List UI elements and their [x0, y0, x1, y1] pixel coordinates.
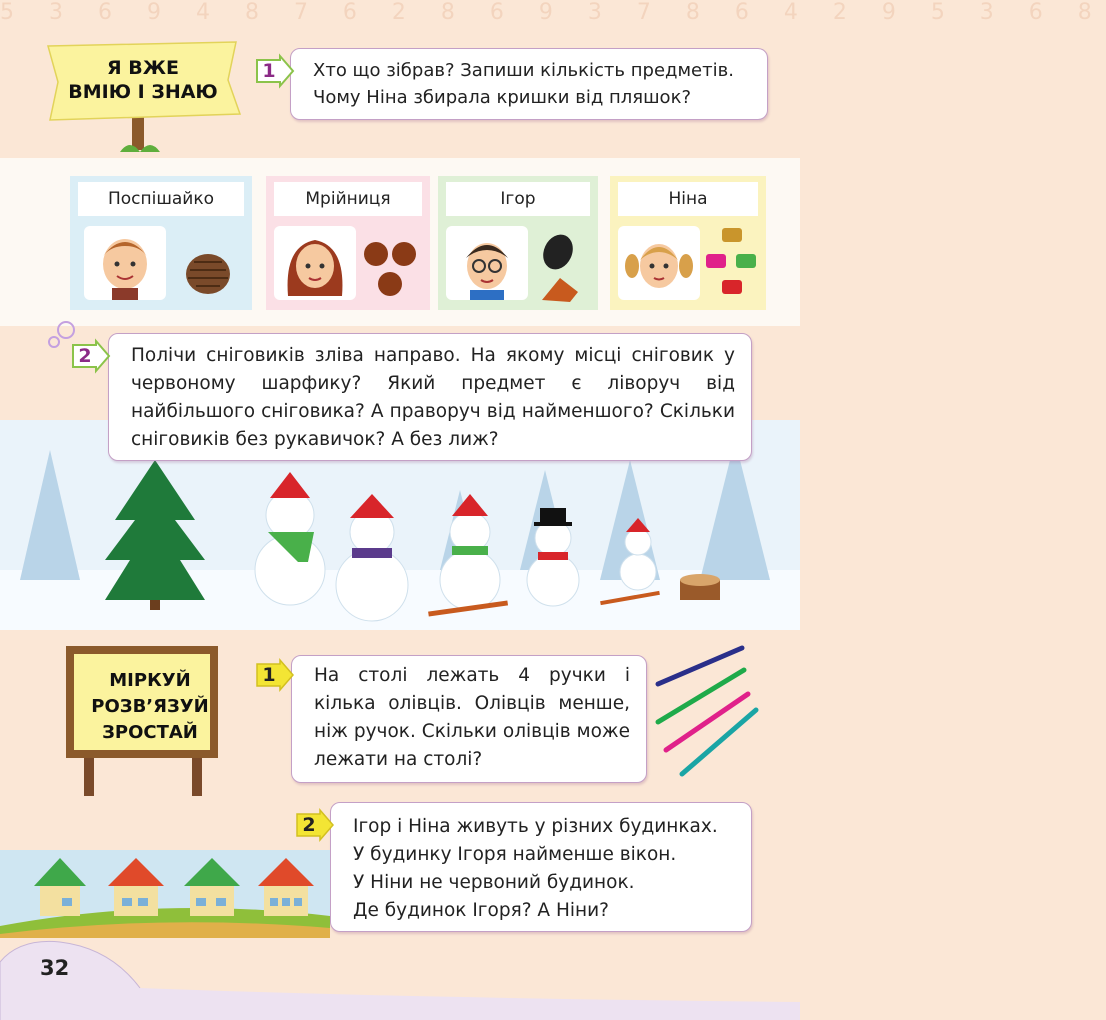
task-4-line-3: У Ніни не червоний будинок.: [353, 872, 635, 893]
banner-line-1: Я ВЖЕ: [107, 57, 179, 79]
seeds-icon: [534, 232, 590, 306]
boy-portrait: [84, 226, 166, 300]
card-name: Ігор: [446, 182, 590, 216]
pine-cone-icon: [178, 244, 238, 300]
task-3-box: [291, 655, 647, 783]
task-3-number: 1: [262, 664, 276, 686]
signboard-text: [80, 668, 220, 746]
task-2-text: Полічи сніговиків зліва направо. На якому місці сніговик у червоному шарфику? Який предмет є ліворуч від найбільшого сніговика? А праворуч від найменшого? Скільки сніговиків без рукавичок? А без лиж?: [131, 345, 735, 450]
task-2-box: [108, 333, 752, 461]
boy-face-icon: [84, 226, 166, 300]
bottle-caps-icon: [704, 224, 760, 304]
task-2-number: 2: [78, 345, 92, 367]
card-ihor: [438, 176, 598, 310]
task-4-line-4: Де будинок Ігоря? А Ніни?: [353, 900, 609, 921]
board-line-2: РОЗВ’ЯЗУЙ: [91, 696, 209, 717]
girl-pigtails-face-icon: [618, 226, 700, 300]
task-1-number: 1: [262, 60, 276, 82]
task-4-number: 2: [302, 814, 316, 836]
footer-wave: [0, 938, 800, 1020]
boy-glasses-portrait: [446, 226, 528, 300]
card-name: Поспішайко: [78, 182, 244, 216]
page-number: 32: [40, 956, 70, 980]
task-1-line-1: Хто що зібрав? Запиши кількість предметів.: [313, 60, 734, 81]
boy-glasses-face-icon: [446, 226, 528, 300]
tree-stump: [680, 574, 720, 600]
task-1-line-2: Чому Ніна збирала кришки від пляшок?: [313, 87, 691, 108]
card-name: Мрійниця: [274, 182, 422, 216]
houses-illustration: [0, 838, 330, 938]
task-4-box: [330, 802, 752, 932]
banner-line-2: ВМІЮ І ЗНАЮ: [68, 81, 218, 103]
card-poshpishaiko: [70, 176, 252, 310]
card-nina: [610, 176, 766, 310]
section-banner: [48, 56, 238, 104]
task-1-box: [290, 48, 768, 120]
board-line-1: МІРКУЙ: [109, 670, 191, 691]
card-mriinytsia: [266, 176, 430, 310]
board-line-3: ЗРОСТАЙ: [102, 722, 198, 743]
girl-portrait: [274, 226, 356, 300]
task-3-text: На столі лежать 4 ручки і кілька олівців. Олівців менше, ніж ручок. Скільки олівців може лежати на столі?: [314, 665, 630, 770]
chestnuts-icon: [360, 236, 424, 306]
task-4-line-1: Ігор і Ніна живуть у різних будинках.: [353, 816, 718, 837]
pens-illustration: [652, 640, 762, 780]
card-name: Ніна: [618, 182, 758, 216]
girl-face-icon: [274, 226, 356, 300]
girl-pigtails-portrait: [618, 226, 700, 300]
background-digits: 5 3 6 9 4 8 7 6 2 8 6 9 3 7 8 6 4 2 9 5 3 6 8: [0, 0, 1106, 25]
task-4-line-2: У будинку Ігоря найменше вікон.: [353, 844, 677, 865]
